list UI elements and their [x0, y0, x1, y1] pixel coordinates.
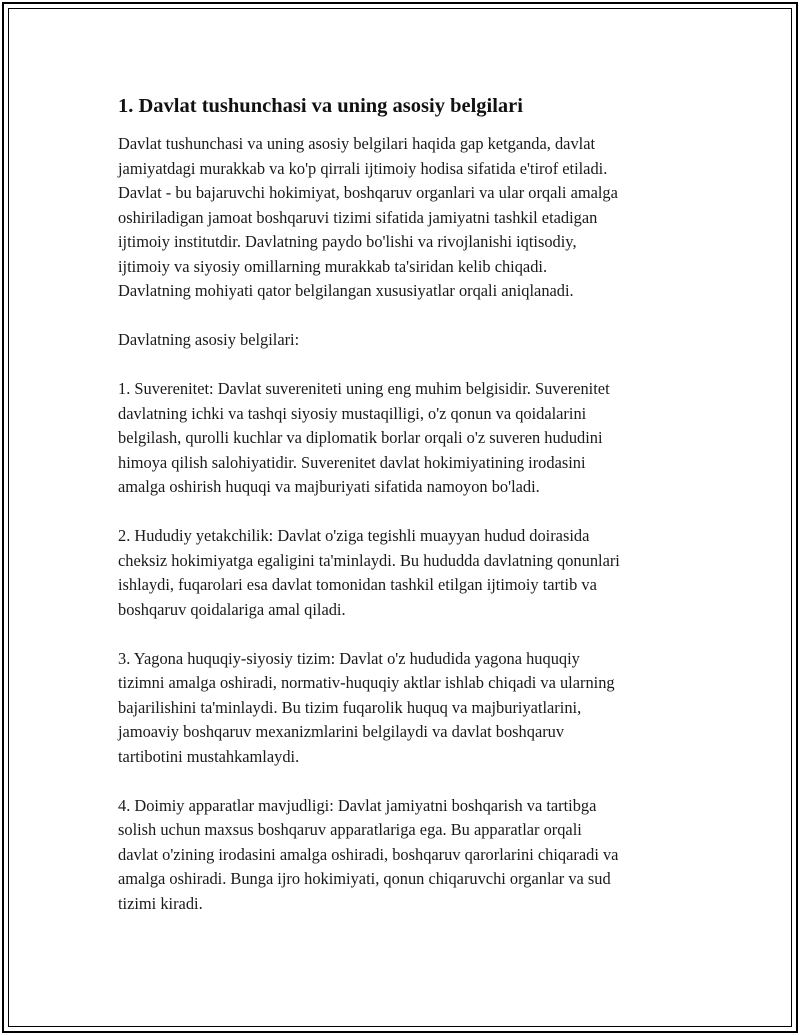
paragraph-line: ijtimoiy institutdir. Davlatning paydo bo'lishi va rivojlanishi iqtisodiy, — [118, 232, 577, 251]
paragraph-line: ijtimoiy va siyosiy omillarning murakkab ta'siridan kelib chiqadi. — [118, 256, 548, 276]
paragraph-line: Davlat tushunchasi va uning asosiy belgilari haqida gap ketganda, davlat — [118, 134, 596, 153]
paragraph-line: bajarilishini ta'minlaydi. Bu tizim fuqarolik huquq va majburiyatlarini, — [118, 697, 582, 717]
list-heading-paragraph — [118, 328, 708, 353]
paragraph-line: himoya qilish salohiyatidir. Suverenitet davlat hokimiyatining irodasini — [118, 452, 586, 472]
paragraph-line: amalga oshirish huquqi va majburiyati sifatida namoyon bo'ladi. — [118, 477, 540, 496]
paragraph-line: tizimi kiradi. — [118, 893, 203, 913]
paragraph-line: ishlaydi, fuqarolari esa davlat tomonidan tashkil etilgan ijtimoiy tartib va — [118, 575, 597, 594]
paragraph-line: oshiriladigan jamoat boshqaruvi tizimi sifatida jamiyatni tashkil etadigan — [118, 207, 598, 227]
paragraph-line: boshqaruv qoidalariga amal qiladi. — [118, 599, 346, 619]
paragraph-line: Davlatning asosiy belgilari: — [118, 330, 300, 349]
feature-apparatus-paragraph — [118, 794, 708, 917]
paragraph-line: davlatning ichki va tashqi siyosiy mustaqilligi, o'z qonun va qoidalarini — [118, 403, 587, 423]
paragraph-line: 3. Yagona huquqiy-siyosiy tizim: Davlat o'z hududida yagona huquqiy — [118, 648, 580, 668]
paragraph-line: solish uchun maxsus boshqaruv apparatlariga ega. Bu apparatlar orqali — [118, 820, 582, 839]
feature-territory-paragraph — [118, 524, 708, 622]
paragraph-line: jamiyatdagi murakkab va ko'p qirrali ijtimoiy hodisa sifatida e'tirof etiladi. — [118, 158, 608, 178]
paragraph-line: belgilash, qurolli kuchlar va diplomatik borlar orqali o'z suveren hududini — [118, 428, 603, 447]
paragraph-line: tizimni amalga oshiradi, normativ-huquqiy aktlar ishlab chiqadi va ularning — [118, 673, 615, 692]
document-title: 1. Davlat tushunchasi va uning asosiy belgilari — [118, 95, 523, 117]
paragraph-line: 4. Doimiy apparatlar mavjudligi: Davlat jamiyatni boshqarish va tartibga — [118, 795, 597, 815]
paragraph-line: 2. Hududiy yetakchilik: Davlat o'ziga tegishli muayyan hudud doirasida — [118, 526, 590, 545]
feature-legal-system-paragraph — [118, 647, 708, 770]
paragraph-line: 1. Suverenitet: Davlat suvereniteti uning eng muhim belgisidir. Suverenitet — [118, 379, 610, 398]
paragraph-line: jamoaviy boshqaruv mexanizmlarini belgilaydi va davlat boshqaruv — [118, 722, 565, 741]
paragraph-line: tartibotini mustahkamlaydi. — [118, 746, 300, 766]
paragraph-line: Davlat - bu bajaruvchi hokimiyat, boshqaruv organlari va ular orqali amalga — [118, 183, 618, 202]
paragraph-line: Davlatning mohiyati qator belgilangan xususiyatlar orqali aniqlanadi. — [118, 281, 574, 300]
paragraph-line: davlat o'zining irodasini amalga oshiradi, boshqaruv qarorlarini chiqaradi va — [118, 844, 619, 864]
paragraph-line: cheksiz hokimiyatga egaligini ta'minlaydi. Bu hududda davlatning qonunlari — [118, 550, 620, 570]
paragraph-line: amalga oshiradi. Bunga ijro hokimiyati, qonun chiqaruvchi organlar va sud — [118, 869, 611, 888]
feature-sovereignty-paragraph — [118, 377, 708, 500]
intro-paragraph — [118, 132, 708, 304]
document-content — [118, 92, 708, 941]
